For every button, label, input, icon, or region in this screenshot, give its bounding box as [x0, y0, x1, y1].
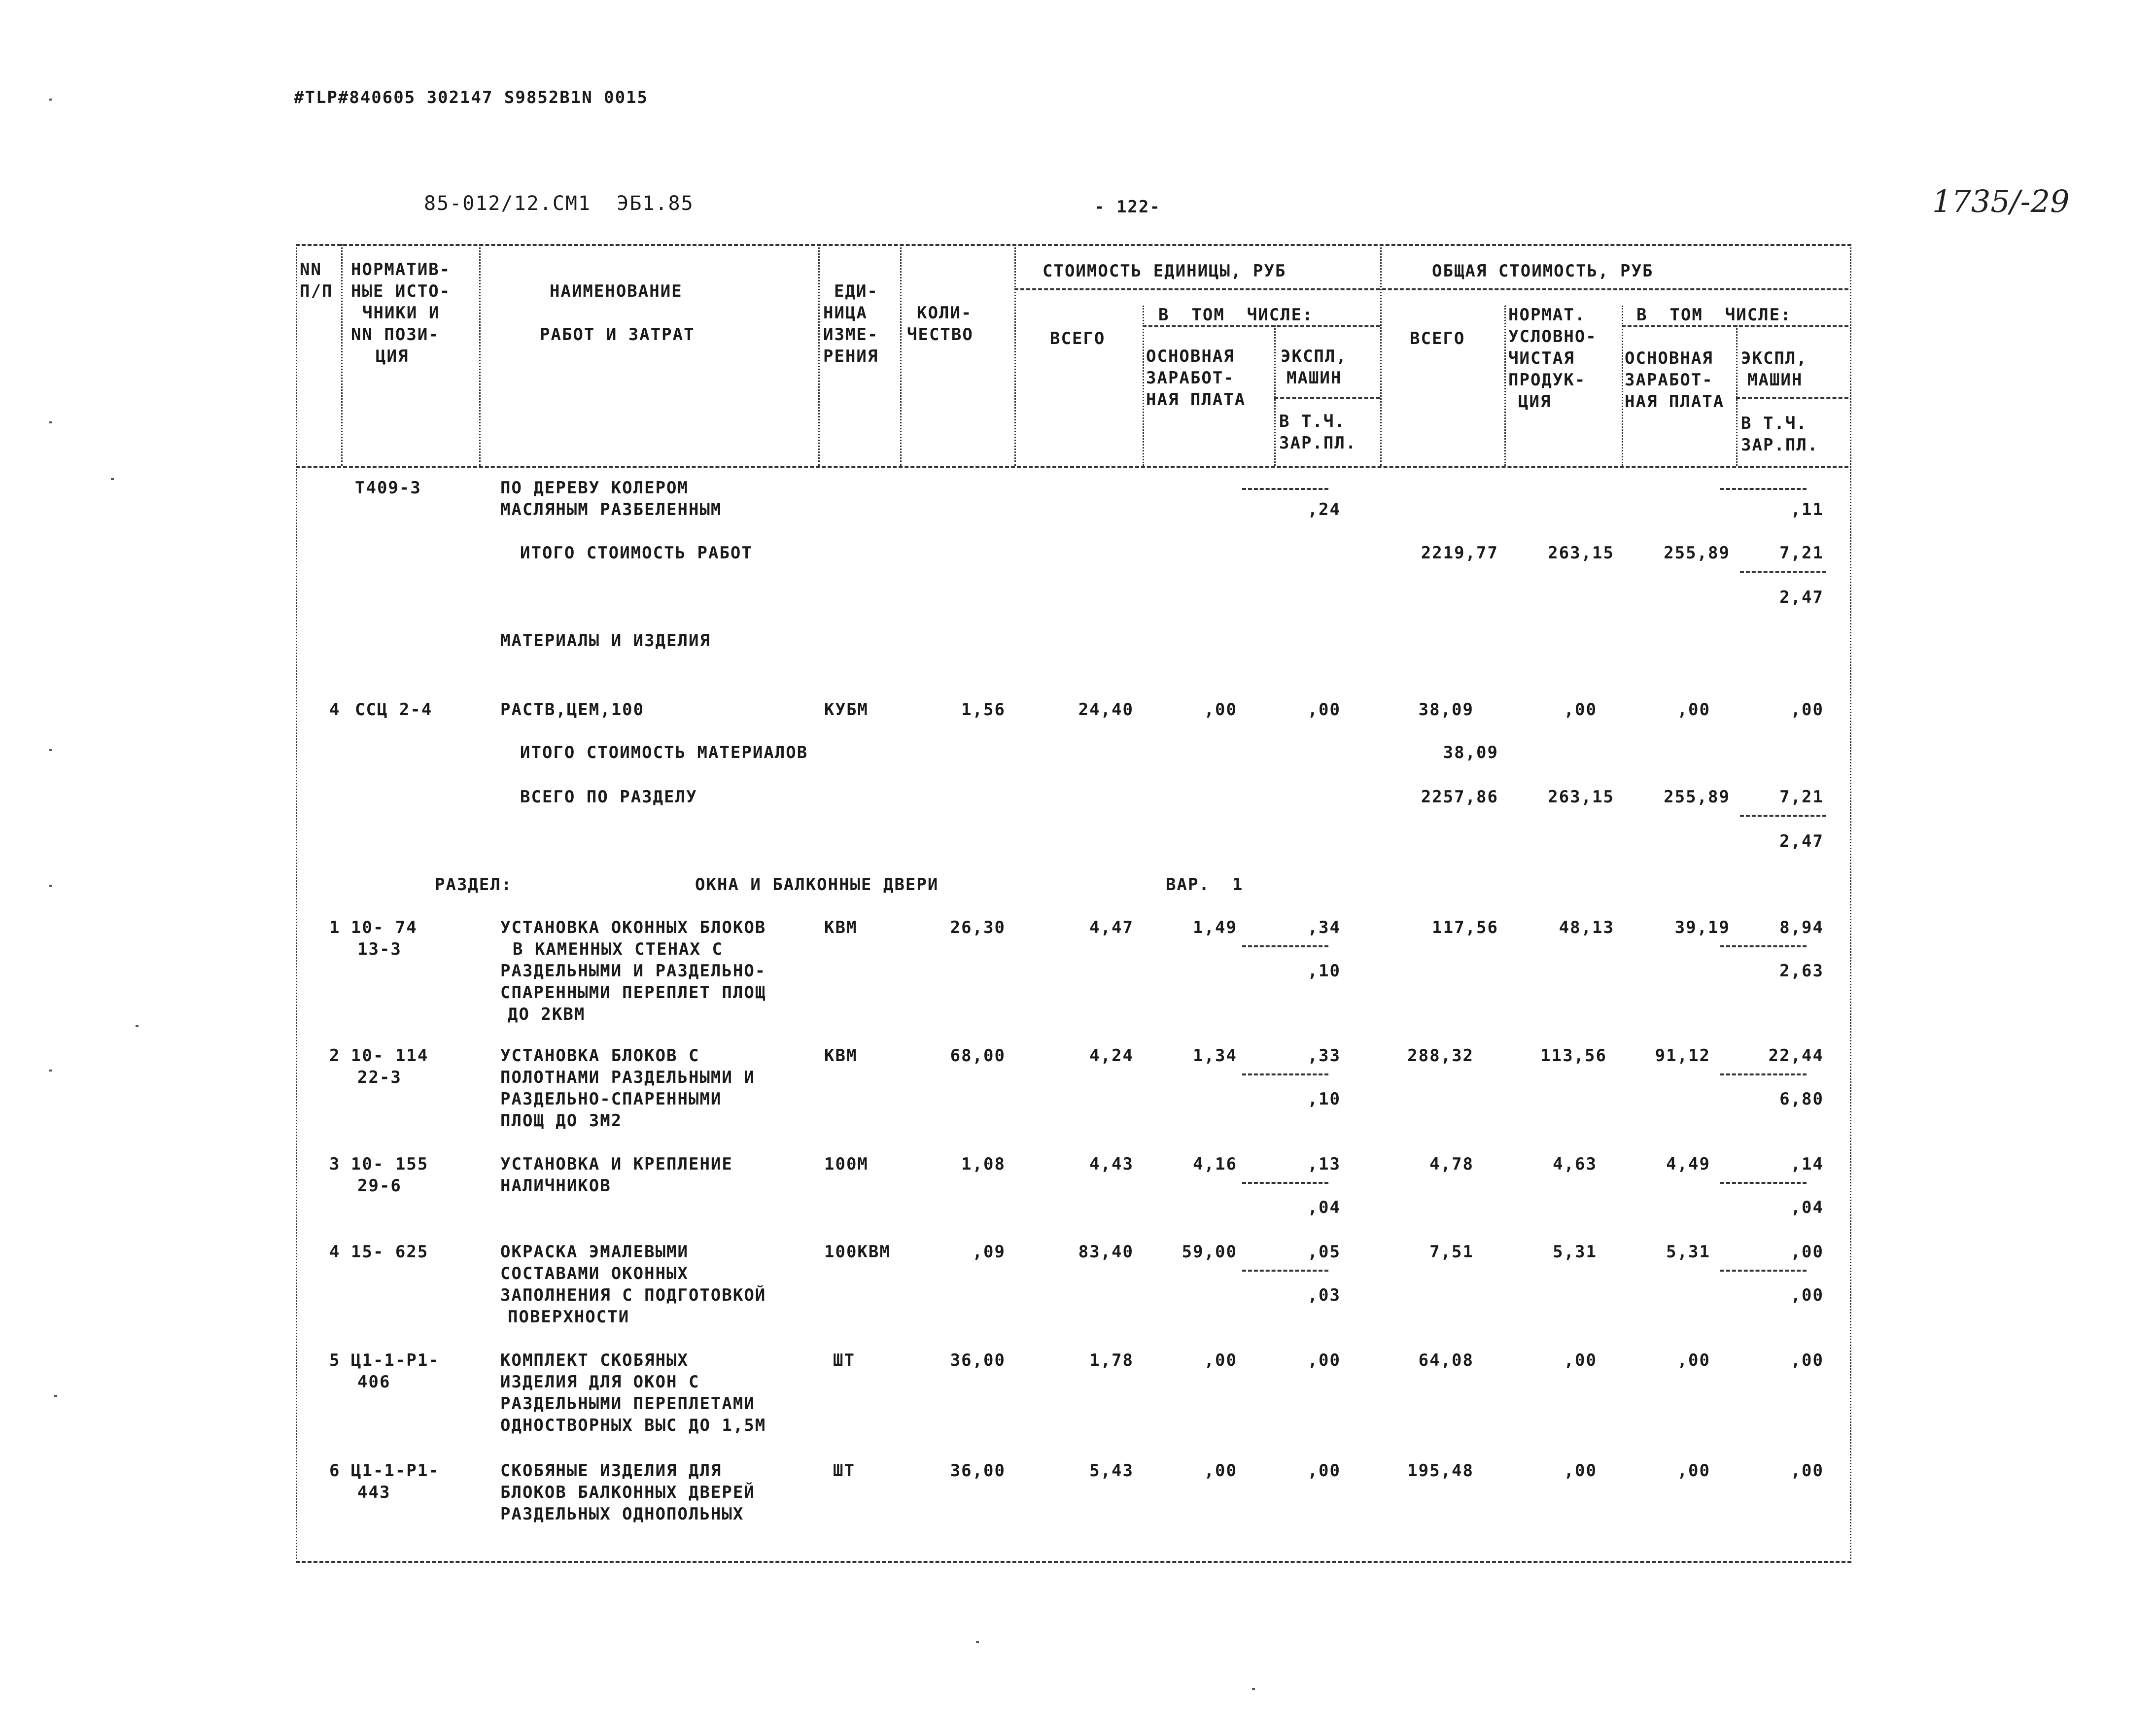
row-number: 6	[329, 1461, 341, 1481]
row-unit: ШТ	[833, 1350, 855, 1370]
unit-wage: ,00	[1204, 1461, 1237, 1481]
total-cost: 7,51	[1429, 1242, 1474, 1262]
machine-wage-divider	[1740, 571, 1826, 573]
header-subline	[1736, 397, 1848, 399]
header-norm-d: ПРОДУК-	[1508, 370, 1586, 390]
header-norm-e: ЦИЯ	[1518, 392, 1552, 412]
section-variant: ВАР. 1	[1166, 875, 1244, 895]
row-quantity: 36,00	[950, 1350, 1006, 1370]
row-name-line: В КАМЕННЫХ СТЕНАХ С	[513, 939, 723, 959]
row-name-line: РАЗДЕЛЬНЫМИ И РАЗДЕЛЬНО-	[500, 961, 766, 981]
row-name-line: ОКРАСКА ЭМАЛЕВЫМИ	[500, 1242, 689, 1262]
row-name-line: ПО ДЕРЕВУ КОЛЕРОМ	[500, 478, 689, 498]
header-t-wage-1: ОСНОВНАЯ	[1625, 348, 1713, 368]
row-code: 10- 74	[351, 918, 417, 937]
header-norm-c: ЧИСТАЯ	[1508, 348, 1575, 368]
machine-wage-divider	[1720, 1182, 1807, 1184]
total-cost: 117,56	[1432, 918, 1498, 937]
section-label: МАТЕРИАЛЫ И ИЗДЕЛИЯ	[500, 631, 711, 651]
total-wage: 255,89	[1664, 787, 1730, 807]
unit-total: 4,47	[1089, 918, 1134, 937]
row-number: 4	[329, 700, 341, 720]
row-code: 443	[357, 1483, 391, 1502]
total-wage: 4,49	[1666, 1154, 1710, 1174]
total-normative: ,00	[1564, 1461, 1597, 1481]
header-unit-3: ИЗМЕ-	[823, 325, 879, 345]
unit-machine: ,13	[1307, 1154, 1341, 1174]
header-divider-v	[1274, 325, 1276, 466]
header-total-incl: В ТОМ ЧИСЛЕ:	[1636, 305, 1792, 325]
row-unit: КВМ	[824, 1046, 858, 1066]
unit-machine-wage: ,10	[1307, 961, 1341, 981]
row-name-line: СКОБЯНЫЕ ИЗДЕЛИЯ ДЛЯ	[500, 1461, 722, 1481]
header-t-wage-3: НАЯ ПЛАТА	[1625, 392, 1725, 412]
row-name-line: КОМПЛЕКТ СКОБЯНЫХ	[500, 1350, 689, 1370]
header-machine-incl-2: ЗАР.ПЛ.	[1279, 433, 1357, 453]
total-cost: 64,08	[1418, 1350, 1474, 1370]
total-cost: 38,09	[1418, 700, 1474, 720]
scan-speck	[49, 99, 52, 101]
row-name-line: УСТАНОВКА И КРЕПЛЕНИЕ	[500, 1154, 733, 1174]
header-unit-cost: СТОИМОСТЬ ЕДИНИЦЫ, РУБ	[1043, 261, 1287, 281]
row-code: Ц1-1-Р1-	[351, 1350, 440, 1370]
header-divider-v	[479, 244, 481, 466]
unit-machine: ,00	[1307, 1350, 1341, 1370]
header-t-machine-incl-1: В Т.Ч.	[1741, 414, 1808, 433]
machine-wage-divider	[1720, 1073, 1807, 1075]
row-name-line: ПОВЕРХНОСТИ	[508, 1307, 630, 1327]
machine-wage-divider	[1242, 945, 1328, 947]
header-unit-incl: В ТОМ ЧИСЛЕ:	[1158, 305, 1314, 325]
total-machine-wage: 6,80	[1779, 1089, 1824, 1109]
scan-speck	[49, 749, 52, 751]
unit-total: 24,40	[1078, 700, 1134, 720]
header-divider-v	[341, 244, 343, 466]
header-machine-1: ЭКСПЛ,	[1281, 346, 1347, 366]
total-wage: 5,31	[1666, 1242, 1710, 1262]
row-name-line: УСТАНОВКА БЛОКОВ С	[500, 1046, 700, 1066]
header-wage-2: ЗАРАБОТ-	[1146, 368, 1235, 388]
total-normative: ,00	[1564, 1350, 1597, 1370]
row-name-line: СПАРЕННЫМИ ПЕРЕПЛЕТ ПЛОЩ	[500, 983, 766, 1003]
header-divider	[296, 466, 1848, 468]
header-divider-v	[1014, 244, 1016, 466]
header-subline	[1274, 397, 1380, 399]
unit-machine: ,33	[1307, 1046, 1341, 1066]
row-name-line: РАЗДЕЛЬНЫМИ ПЕРЕПЛЕТАМИ	[500, 1394, 755, 1414]
scan-speck	[54, 1395, 57, 1397]
unit-total: 4,43	[1089, 1154, 1134, 1174]
total-machine: ,00	[1790, 1461, 1824, 1481]
header-norm-2: НЫЕ ИСТО-	[351, 281, 451, 301]
header-norm-4: NN ПОЗИ-	[351, 325, 440, 345]
total-wage: 255,89	[1664, 543, 1730, 563]
row-code: 13-3	[357, 939, 402, 959]
unit-total: 4,24	[1089, 1046, 1134, 1066]
total-wage: 39,19	[1674, 918, 1730, 937]
row-name-line: МАСЛЯНЫМ РАЗБЕЛЕННЫМ	[500, 500, 722, 519]
total-machine: ,00	[1790, 700, 1824, 720]
unit-wage: ,00	[1204, 700, 1237, 720]
unit-machine: ,05	[1307, 1242, 1341, 1262]
header-name-2: РАБОТ И ЗАТРАТ	[540, 325, 695, 345]
unit-wage: 1,49	[1193, 918, 1237, 937]
header-total-cost: ОБЩАЯ СТОИМОСТЬ, РУБ	[1432, 261, 1654, 281]
machine-wage-divider	[1242, 1270, 1328, 1272]
header-divider-v	[1504, 306, 1506, 466]
row-name-line: РАЗДЕЛЬНЫХ ОДНОПОЛЬНЫХ	[500, 1504, 744, 1524]
total-cost: 195,48	[1407, 1461, 1474, 1481]
total-machine-wage: ,00	[1790, 1285, 1824, 1305]
total-cost: 288,32	[1407, 1046, 1474, 1066]
scan-speck	[111, 478, 114, 480]
handwritten-reference: 1735/-29	[1932, 183, 2070, 219]
machine-wage-divider	[1740, 815, 1826, 817]
total-wage: ,00	[1677, 1461, 1710, 1481]
scan-speck	[1252, 1688, 1255, 1690]
header-qty-2: ЧЕСТВО	[907, 325, 974, 345]
header-norm-5: ЦИЯ	[376, 346, 409, 366]
unit-machine: ,00	[1307, 1461, 1341, 1481]
header-norm-a: НОРМАТ.	[1508, 305, 1586, 325]
header-t-machine-1: ЭКСПЛ,	[1741, 348, 1808, 368]
machine-wage-divider	[1720, 1270, 1807, 1272]
header-unit-2: НИЦА	[823, 303, 868, 323]
total-cost: 2219,77	[1421, 543, 1498, 563]
row-name-line: ОДНОСТВОРНЫХ ВЫС ДО 1,5М	[500, 1416, 766, 1435]
header-norm-1: НОРМАТИВ-	[351, 260, 451, 279]
subtotal-label: ИТОГО СТОИМОСТЬ МАТЕРИАЛОВ	[520, 743, 808, 762]
row-quantity: 1,08	[961, 1154, 1006, 1174]
row-code: T409-3	[355, 478, 421, 498]
header-unit-1: ЕДИ-	[834, 281, 878, 301]
total-cost: 38,09	[1443, 743, 1498, 762]
row-code: 10- 114	[351, 1046, 429, 1066]
header-divider-v	[900, 244, 902, 466]
header-t-machine-incl-2: ЗАР.ПЛ.	[1741, 435, 1819, 455]
total-machine: 7,21	[1779, 787, 1824, 807]
total-machine: ,00	[1790, 1242, 1824, 1262]
total-normative: 113,56	[1540, 1046, 1607, 1066]
row-code: 10- 155	[351, 1154, 429, 1174]
header-norm-b: УСЛОВНО-	[1508, 327, 1597, 346]
total-wage: ,00	[1677, 1350, 1710, 1370]
header-divider-v	[1736, 325, 1738, 466]
header-total-total: ВСЕГО	[1410, 329, 1465, 348]
row-number: 4	[329, 1242, 341, 1262]
total-normative: 263,15	[1548, 787, 1614, 807]
total-normative: 48,13	[1559, 918, 1614, 937]
unit-machine-wage: ,04	[1307, 1198, 1341, 1217]
row-code: Ц1-1-Р1-	[351, 1461, 440, 1481]
unit-wage: 4,16	[1193, 1154, 1237, 1174]
row-code: 22-3	[357, 1068, 402, 1087]
row-name-line: ИЗДЕЛИЯ ДЛЯ ОКОН С	[500, 1372, 700, 1392]
unit-machine: ,00	[1307, 700, 1341, 720]
header-t-wage-2: ЗАРАБОТ-	[1625, 370, 1713, 390]
machine-wage-divider	[1720, 945, 1807, 947]
row-number: 5	[329, 1350, 341, 1370]
row-unit: ШТ	[833, 1461, 855, 1481]
total-wage: 91,12	[1655, 1046, 1710, 1066]
header-unit-4: РЕНИЯ	[823, 346, 879, 366]
row-quantity: 68,00	[950, 1046, 1006, 1066]
header-unit-total: ВСЕГО	[1050, 329, 1106, 348]
row-name-line: ПЛОЩ ДО 3М2	[500, 1111, 623, 1131]
unit-total: 1,78	[1089, 1350, 1134, 1370]
header-machine-2: МАШИН	[1287, 368, 1342, 388]
total-normative: 263,15	[1548, 543, 1614, 563]
row-name-line: НАЛИЧНИКОВ	[500, 1176, 611, 1196]
row-quantity: 1,56	[961, 700, 1006, 720]
total-machine: ,14	[1790, 1154, 1824, 1174]
header-divider-v	[1143, 306, 1144, 466]
row-name-line: УСТАНОВКА ОКОННЫХ БЛОКОВ	[500, 918, 766, 937]
row-code: 29-6	[357, 1176, 402, 1196]
header-divider-v	[1622, 306, 1623, 466]
row-unit: КУБМ	[824, 700, 869, 720]
total-cost: 2257,86	[1421, 787, 1498, 807]
header-qty-1: КОЛИ-	[917, 303, 973, 323]
machine-wage-divider	[1242, 1073, 1328, 1075]
total-normative: ,00	[1564, 700, 1597, 720]
reference-line: 85-012/12.CM1 ЭБ1.85	[424, 192, 694, 215]
unit-machine: ,34	[1307, 918, 1341, 937]
unit-total: 5,43	[1089, 1461, 1134, 1481]
row-quantity: 26,30	[950, 918, 1006, 937]
header-num-1: NN	[300, 260, 322, 279]
row-name-line: ДО 2КВМ	[508, 1004, 586, 1024]
total-machine: 7,21	[1779, 543, 1824, 563]
total-machine: 22,44	[1768, 1046, 1824, 1066]
scan-speck	[49, 885, 52, 887]
row-name-line: РАЗДЕЛЬНО-СПАРЕННЫМИ	[500, 1089, 722, 1109]
total-machine-wage: 2,47	[1779, 831, 1824, 851]
total-cost: 4,78	[1429, 1154, 1474, 1174]
header-num-2: П/П	[300, 281, 333, 301]
row-unit: 100КВМ	[824, 1242, 891, 1262]
total-machine-wage: 2,63	[1779, 961, 1824, 981]
header-subline	[1014, 288, 1848, 290]
row-code: ССЦ 2-4	[355, 700, 433, 720]
section-total-label: ВСЕГО ПО РАЗДЕЛУ	[520, 787, 697, 807]
unit-wage: 59,00	[1182, 1242, 1237, 1262]
row-name-line: ЗАПОЛНЕНИЯ С ПОДГОТОВКОЙ	[500, 1285, 766, 1305]
machine-wage-divider	[1242, 1182, 1328, 1184]
unit-machine-wage: ,10	[1307, 1089, 1341, 1109]
row-name-line: ПОЛОТНАМИ РАЗДЕЛЬНЫМИ И	[500, 1068, 755, 1087]
row-name-line: РАСТВ,ЦЕМ,100	[500, 700, 645, 720]
unit-machine-wage: ,24	[1307, 500, 1341, 519]
total-machine-wage: ,11	[1790, 500, 1824, 519]
unit-wage: ,00	[1204, 1350, 1237, 1370]
header-divider-v	[1380, 244, 1382, 466]
unit-total: 83,40	[1078, 1242, 1134, 1262]
machine-wage-divider	[1720, 488, 1807, 490]
unit-machine-wage: ,03	[1307, 1285, 1341, 1305]
page-number: - 122-	[1094, 197, 1161, 217]
total-normative: 4,63	[1553, 1154, 1597, 1174]
header-divider-v	[818, 244, 820, 466]
scan-speck	[49, 421, 52, 423]
header-name-1: НАИМЕНОВАНИЕ	[550, 281, 683, 301]
scan-speck	[49, 1070, 52, 1072]
header-norm-3: ЧНИКИ И	[362, 303, 440, 323]
scan-speck	[136, 1025, 139, 1027]
total-machine-wage: ,04	[1790, 1198, 1824, 1217]
total-normative: 5,31	[1553, 1242, 1597, 1262]
row-code: 15- 625	[351, 1242, 429, 1262]
row-number: 1	[329, 918, 341, 937]
row-quantity: 36,00	[950, 1461, 1006, 1481]
subtotal-label: ИТОГО СТОИМОСТЬ РАБОТ	[520, 543, 753, 563]
row-unit: КВМ	[824, 918, 858, 937]
header-wage-1: ОСНОВНАЯ	[1146, 346, 1235, 366]
section-heading: РАЗДЕЛ:	[435, 875, 513, 895]
scan-speck	[976, 1641, 979, 1643]
unit-wage: 1,34	[1193, 1046, 1237, 1066]
section-name: ОКНА И БАЛКОННЫЕ ДВЕРИ	[695, 875, 939, 895]
total-machine: ,00	[1790, 1350, 1824, 1370]
header-t-machine-2: МАШИН	[1747, 370, 1803, 390]
total-machine: 8,94	[1779, 918, 1824, 937]
total-wage: ,00	[1677, 700, 1710, 720]
row-unit: 100М	[824, 1154, 869, 1174]
row-name-line: СОСТАВАМИ ОКОННЫХ	[500, 1264, 689, 1283]
machine-wage-divider	[1242, 488, 1328, 490]
total-machine-wage: 2,47	[1779, 588, 1824, 607]
row-name-line: БЛОКОВ БАЛКОННЫХ ДВЕРЕЙ	[500, 1483, 755, 1502]
row-number: 3	[329, 1154, 341, 1174]
header-machine-incl-1: В Т.Ч.	[1279, 412, 1346, 431]
row-code: 406	[357, 1372, 391, 1392]
row-number: 2	[329, 1046, 341, 1066]
header-wage-3: НАЯ ПЛАТА	[1146, 390, 1246, 410]
document-code: #TLP#840605 302147 S9852B1N 0015	[294, 88, 649, 107]
row-quantity: ,09	[972, 1242, 1006, 1262]
